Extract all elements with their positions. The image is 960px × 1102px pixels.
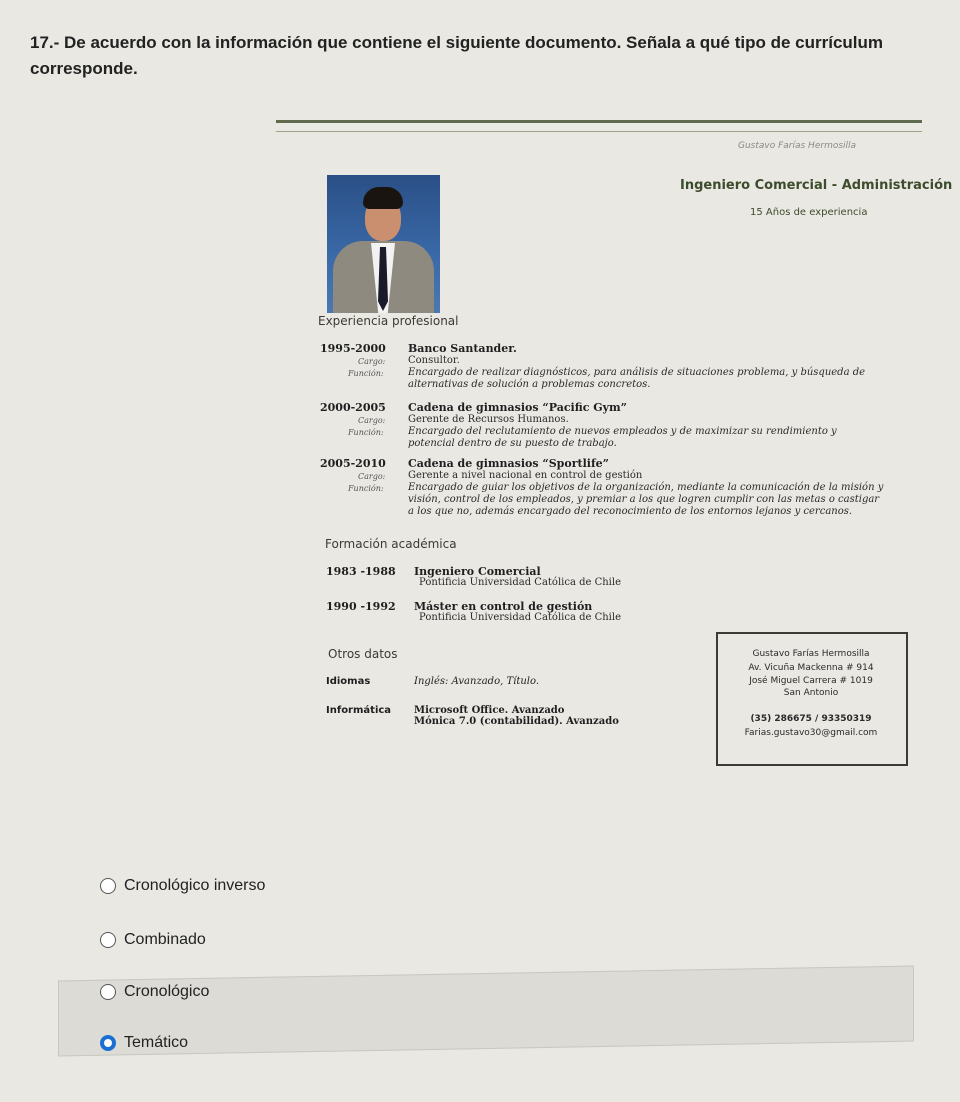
job-company: Banco Santander.	[408, 342, 517, 355]
cv-experience-years: 15 Años de experiencia	[750, 207, 868, 218]
languages-label: Idiomas	[326, 676, 371, 687]
computing-line: Microsoft Office. Avanzado	[414, 705, 565, 716]
education-entry	[326, 565, 726, 595]
education-university: Pontificia Universidad Católica de Chile	[419, 577, 621, 588]
cv-header-rule	[276, 120, 922, 123]
job-funcion-label: Función:	[348, 484, 384, 493]
computing-row	[326, 705, 706, 733]
cv-header-rule-thin	[276, 131, 922, 132]
job-entry	[320, 402, 880, 462]
option-cronologico-inverso[interactable]	[100, 877, 265, 895]
radio-selected-icon[interactable]	[100, 1035, 116, 1051]
profile-photo	[327, 175, 440, 313]
job-cargo: Consultor.	[408, 355, 460, 366]
contact-address: José Miguel Carrera # 1019	[749, 676, 873, 686]
section-education-heading: Formación académica	[325, 537, 457, 551]
job-funcion-label: Función:	[348, 369, 384, 378]
job-funcion: Encargado de guiar los objetivos de la organización, mediante la comunicación de la misión y visión, control de los empleados, y premiar a los que logren cumplir con las metas o castigar a los que no, además encargado del reconocimiento de los entornos lejanos y cercanos.	[408, 482, 884, 517]
job-cargo-label: Cargo:	[358, 357, 386, 366]
question-text: 17.- De acuerdo con la información que contiene el siguiente documento. Señala a qué tipo de currículum corresponde.	[30, 33, 884, 78]
contact-box	[716, 632, 908, 766]
job-entry	[320, 343, 880, 403]
radio-icon[interactable]	[100, 932, 116, 948]
job-years: 1995-2000	[320, 342, 386, 355]
contact-box-border	[716, 632, 718, 766]
languages-value: Inglés: Avanzado, Título.	[414, 676, 540, 687]
contact-city: San Antonio	[783, 688, 839, 698]
option-combinado[interactable]	[100, 931, 206, 949]
job-cargo-label: Cargo:	[358, 472, 386, 481]
job-funcion: Encargado de realizar diagnósticos, para análisis de situaciones problema, y búsqueda de alternativas de solución a problemas concretos.	[408, 367, 866, 390]
contact-box-border	[716, 764, 908, 766]
job-years: 2000-2005	[320, 401, 386, 414]
option-tematico[interactable]	[100, 1034, 188, 1052]
languages-row	[326, 676, 706, 690]
radio-icon[interactable]	[100, 878, 116, 894]
job-cargo: Gerente a nivel nacional en control de gestión	[408, 470, 643, 481]
job-cargo-label: Cargo:	[358, 416, 386, 425]
contact-address: Av. Vicuña Mackenna # 914	[748, 663, 874, 673]
radio-icon[interactable]	[100, 984, 116, 1000]
cv-title: Ingeniero Comercial - Administración	[680, 178, 953, 193]
cv-header-name: Gustavo Farías Hermosilla	[738, 141, 857, 151]
contact-email: Farias.gustavo30@gmail.com	[744, 728, 878, 738]
computing-label: Informática	[326, 705, 392, 716]
option-label: Combinado	[124, 931, 206, 948]
job-years: 2005-2010	[320, 457, 386, 470]
section-other-heading: Otros datos	[328, 647, 398, 661]
education-degree: Ingeniero Comercial	[414, 565, 541, 578]
job-funcion: Encargado del reclutamiento de nuevos empleados y de maximizar su rendimiento y potencial dentro de su puesto de trabajo.	[408, 426, 837, 449]
option-label: Cronológico inverso	[124, 877, 266, 894]
job-company: Cadena de gimnasios “Sportlife”	[408, 457, 610, 470]
option-cronologico[interactable]	[100, 983, 209, 1001]
education-entry	[326, 600, 726, 630]
education-degree: Máster en control de gestión	[414, 600, 593, 613]
contact-name: Gustavo Farías Hermosilla	[752, 649, 870, 659]
job-cargo: Gerente de Recursos Humanos.	[408, 414, 569, 425]
education-years: 1990 -1992	[326, 600, 396, 613]
education-years: 1983 -1988	[326, 565, 396, 578]
option-label: Temático	[124, 1034, 189, 1051]
job-entry	[320, 458, 900, 538]
job-company: Cadena de gimnasios “Pacific Gym”	[408, 401, 627, 414]
option-label: Cronológico	[124, 983, 210, 1000]
computing-line: Mónica 7.0 (contabilidad). Avanzado	[414, 716, 619, 727]
contact-phone: (35) 286675 / 93350319	[750, 714, 872, 724]
education-university: Pontificia Universidad Católica de Chile	[419, 612, 621, 623]
job-funcion-label: Función:	[348, 428, 384, 437]
section-experience-heading: Experiencia profesional	[318, 314, 459, 328]
